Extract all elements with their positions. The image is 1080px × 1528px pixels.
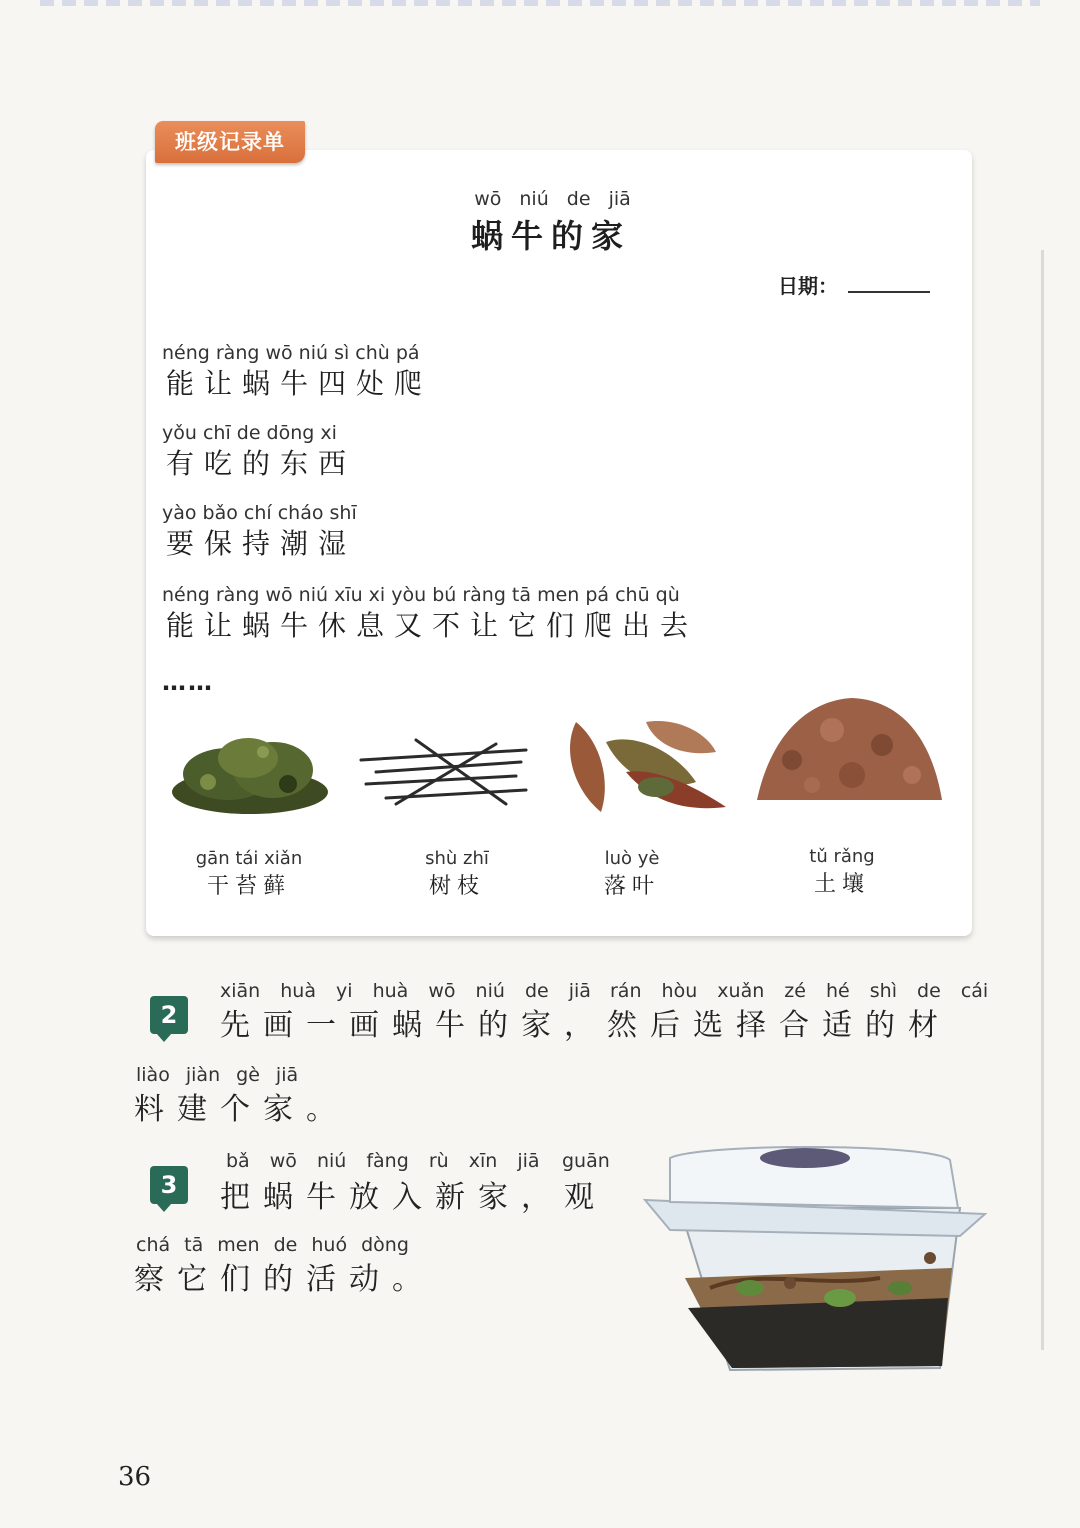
fallen-leaves-image <box>556 712 731 822</box>
requirement-4-pinyin: néng ràng wō niú xīu xi yòu bú ràng tā men pá chū qù <box>162 584 680 606</box>
soil-image <box>752 690 947 815</box>
material-label-twigs: shù zhī 树枝 <box>425 848 489 899</box>
date-label: 日期： <box>778 274 838 298</box>
snail-terrarium-image <box>640 1138 992 1378</box>
step-3-text-line2: 察它们的活动。 <box>134 1262 435 1297</box>
step-3-pinyin-a: bǎ wō niú fàng rù xīn jiā <box>226 1150 540 1172</box>
page-number: 36 <box>118 1462 152 1492</box>
record-tab: 班级记录单 <box>155 121 305 163</box>
requirement-4-text: 能让蜗牛休息又不让它们爬出去 <box>166 609 699 642</box>
title-pinyin: wō niú de jiā <box>474 188 631 210</box>
step-3-text: 把蜗牛放入新家，观 <box>220 1180 607 1215</box>
material-label-leaves: luò yè 落叶 <box>603 848 660 899</box>
requirement-2-pinyin: yǒu chī de dōng xi <box>162 422 337 444</box>
step-2-badge: 2 <box>150 996 188 1034</box>
step-2-pinyin-b: rán hòu xuǎn zé hé shì de cái <box>610 980 989 1002</box>
requirement-2-text: 有吃的东西 <box>166 447 357 480</box>
step-2-text: 先画一画蜗牛的家，然后选择合适的材 <box>220 1008 951 1043</box>
requirement-3-pinyin: yào bǎo chí cháo shī <box>162 502 357 524</box>
ellipsis: …… <box>162 668 214 696</box>
requirement-1-text: 能让蜗牛四处爬 <box>166 367 433 400</box>
twigs-image <box>356 732 531 812</box>
moss-image <box>168 722 333 822</box>
material-label-soil: tǔ rǎng 土壤 <box>809 846 875 897</box>
material-label-moss: gān tái xiǎn 干苔藓 <box>195 848 303 899</box>
page-edge <box>1041 250 1044 1350</box>
requirement-3-text: 要保持潮湿 <box>166 527 357 560</box>
requirement-1-pinyin: néng ràng wō niú sì chù pá <box>162 342 420 364</box>
step-2-text-line2: 料建个家。 <box>134 1092 349 1127</box>
step-3-pinyin-line2: chá tā men de huó dòng <box>136 1234 409 1256</box>
page-title: 蜗牛的家 <box>470 217 631 255</box>
step-3-pinyin-b: guān <box>562 1150 610 1172</box>
step-2-pinyin-line2: liào jiàn gè jiā <box>136 1064 299 1086</box>
date-field-line[interactable] <box>848 291 930 293</box>
top-edge-strip <box>40 0 1040 6</box>
step-3-badge: 3 <box>150 1166 188 1204</box>
step-2-pinyin-a: xiān huà yi huà wō niú de jiā <box>220 980 591 1002</box>
